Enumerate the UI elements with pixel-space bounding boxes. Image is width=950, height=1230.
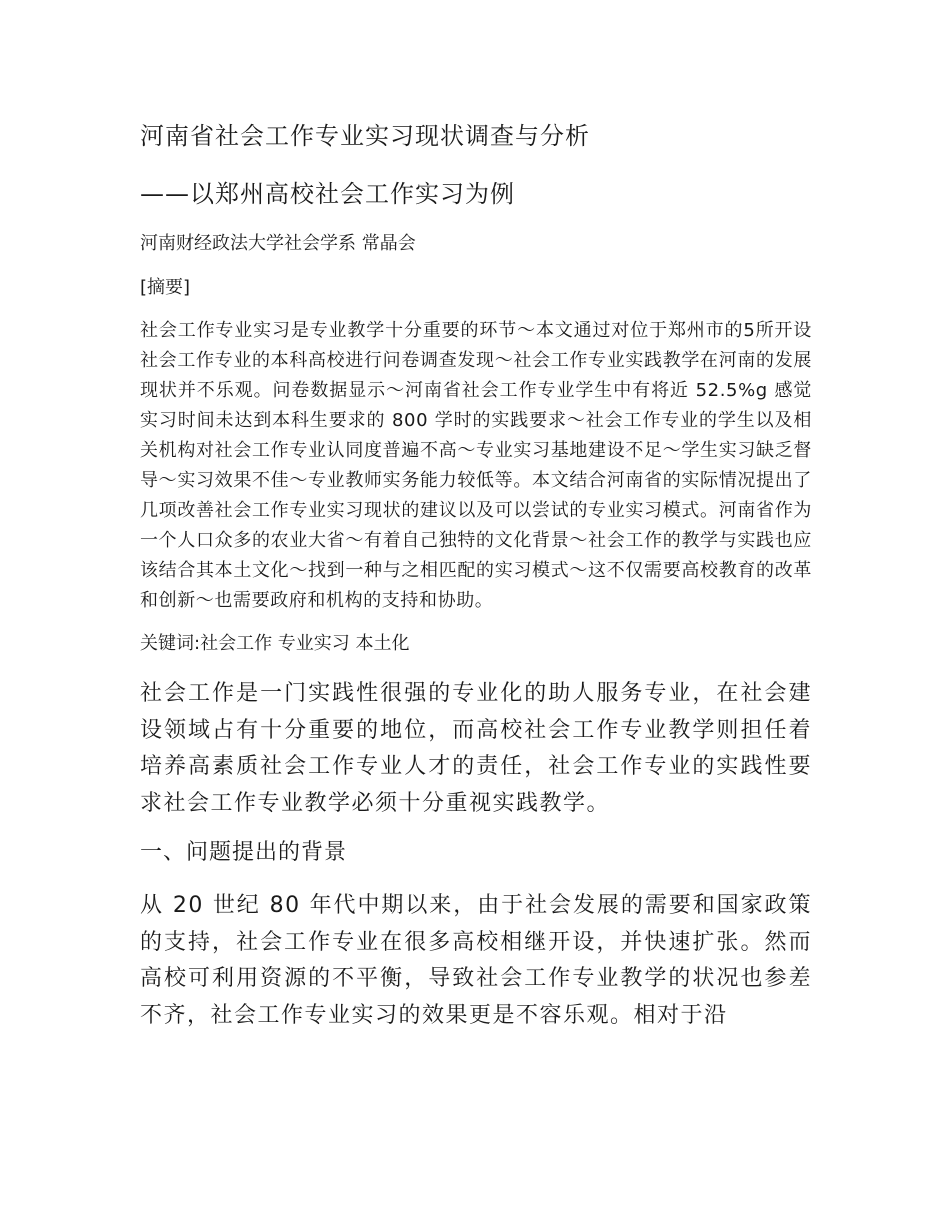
document-page: [140, 118, 812, 1048]
document-title: 河南省社会工作专业实习现状调查与分析: [140, 122, 590, 150]
keywords-line: 关键词:社会工作 专业实习 本土化: [140, 633, 410, 654]
author-line: 河南财经政法大学社会学系 常晶会: [140, 233, 416, 254]
document-subtitle: ——以郑州高校社会工作实习为例: [140, 180, 515, 208]
intro-paragraph: 社会工作是一门实践性很强的专业化的助人服务专业，在社会建设领域占有十分重要的地位，而高校社会工作专业教学则担任着培养高素质社会工作专业人才的责任，社会工作专业的实践性要求社会工作专业教学必须十分重视实践教学。: [140, 681, 812, 816]
abstract-text: 社会工作专业实习是专业教学十分重要的环节～本文通过对位于郑州市的5所开设社会工作专业的本科高校进行问卷调查发现～社会工作专业实践教学在河南的发展现状并不乐观。问卷数据显示～河南省社会工作专业学生中有将近 52.5%g 感觉实习时间未达到本科生要求的 800 学时的实践要求～社会工作专业的学生以及相关机构对社会工作专业认同度普遍不高～专业实习基地建设不足～学生实习缺乏督导～实习效果不佳～专业教师实务能力较低等。本文结合河南省的实际情况提出了几项改善社会工作专业实习现状的建议以及可以尝试的专业实习模式。河南省作为一个人口众多的农业大省～有着自己独特的文化背景～社会工作的教学与实践也应该结合其本土文化～找到一种与之相匹配的实习模式～这不仅需要高校教育的改革和创新～也需要政府和机构的支持和协助。: [140, 320, 812, 611]
section-heading-background: 一、问题提出的背景: [140, 840, 348, 865]
abstract-label: [摘要]: [140, 277, 191, 298]
section-1-paragraph: 从 20 世纪 80 年代中期以来，由于社会发展的需要和国家政策的支持，社会工作专业在很多高校相继开设，并快速扩张。然而高校可利用资源的不平衡，导致社会工作专业教学的状况也参差不齐，社会工作专业实习的效果更是不容乐观。相对于沿: [140, 893, 812, 1028]
